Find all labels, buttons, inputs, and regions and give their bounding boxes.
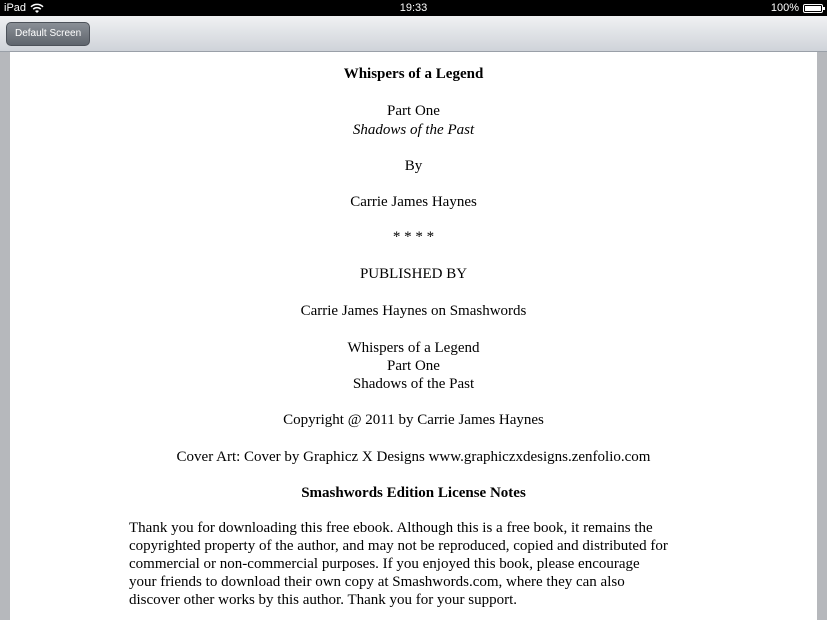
- book-title: Whispers of a Legend: [343, 66, 484, 82]
- block-part: Part One: [387, 358, 440, 374]
- license-line: discover other works by this author. Thank you for your support.: [129, 592, 518, 608]
- license-line: Thank you for downloading this free ebook. Although this is a free book, it remains the: [129, 520, 653, 536]
- book-part: Part One: [387, 103, 440, 119]
- toolbar: [0, 16, 827, 52]
- license-line: commercial or non-commercial purposes. If you enjoyed this book, please encourage: [129, 556, 640, 572]
- publisher-name: Carrie James Haynes on Smashwords: [300, 303, 527, 319]
- section-separator: * * * *: [392, 229, 435, 245]
- book-subtitle: Shadows of the Past: [352, 122, 475, 138]
- status-right: [771, 0, 823, 16]
- status-time: 19:33: [399, 2, 428, 14]
- by-label: By: [404, 158, 423, 174]
- device-name: iPad: [4, 2, 27, 14]
- book-page[interactable]: [10, 52, 817, 620]
- copyright-line: Copyright @ 2011 by Carrie James Haynes: [283, 412, 544, 428]
- block-title: Whispers of a Legend: [347, 340, 480, 356]
- license-paragraph: [129, 519, 719, 609]
- default-screen-button[interactable]: Default Screen: [6, 22, 90, 46]
- battery-icon: [803, 4, 823, 13]
- published-by-label: PUBLISHED BY: [359, 266, 468, 282]
- license-heading: Smashwords Edition License Notes: [301, 485, 526, 501]
- author-name: Carrie James Haynes: [350, 194, 477, 210]
- battery-percent: 100%: [770, 2, 799, 14]
- block-subtitle: Shadows of the Past: [352, 376, 475, 392]
- battery-fill: [805, 6, 821, 11]
- license-line: copyrighted property of the author, and may not be reproduced, copied and distributed for: [129, 538, 668, 554]
- license-line: your friends to download their own copy at Smashwords.com, where they can also: [129, 574, 625, 590]
- status-bar: [0, 0, 827, 16]
- cover-art-credit: Cover Art: Cover by Graphicz X Designs www.graphiczxdesigns.zenfolio.com: [176, 449, 651, 465]
